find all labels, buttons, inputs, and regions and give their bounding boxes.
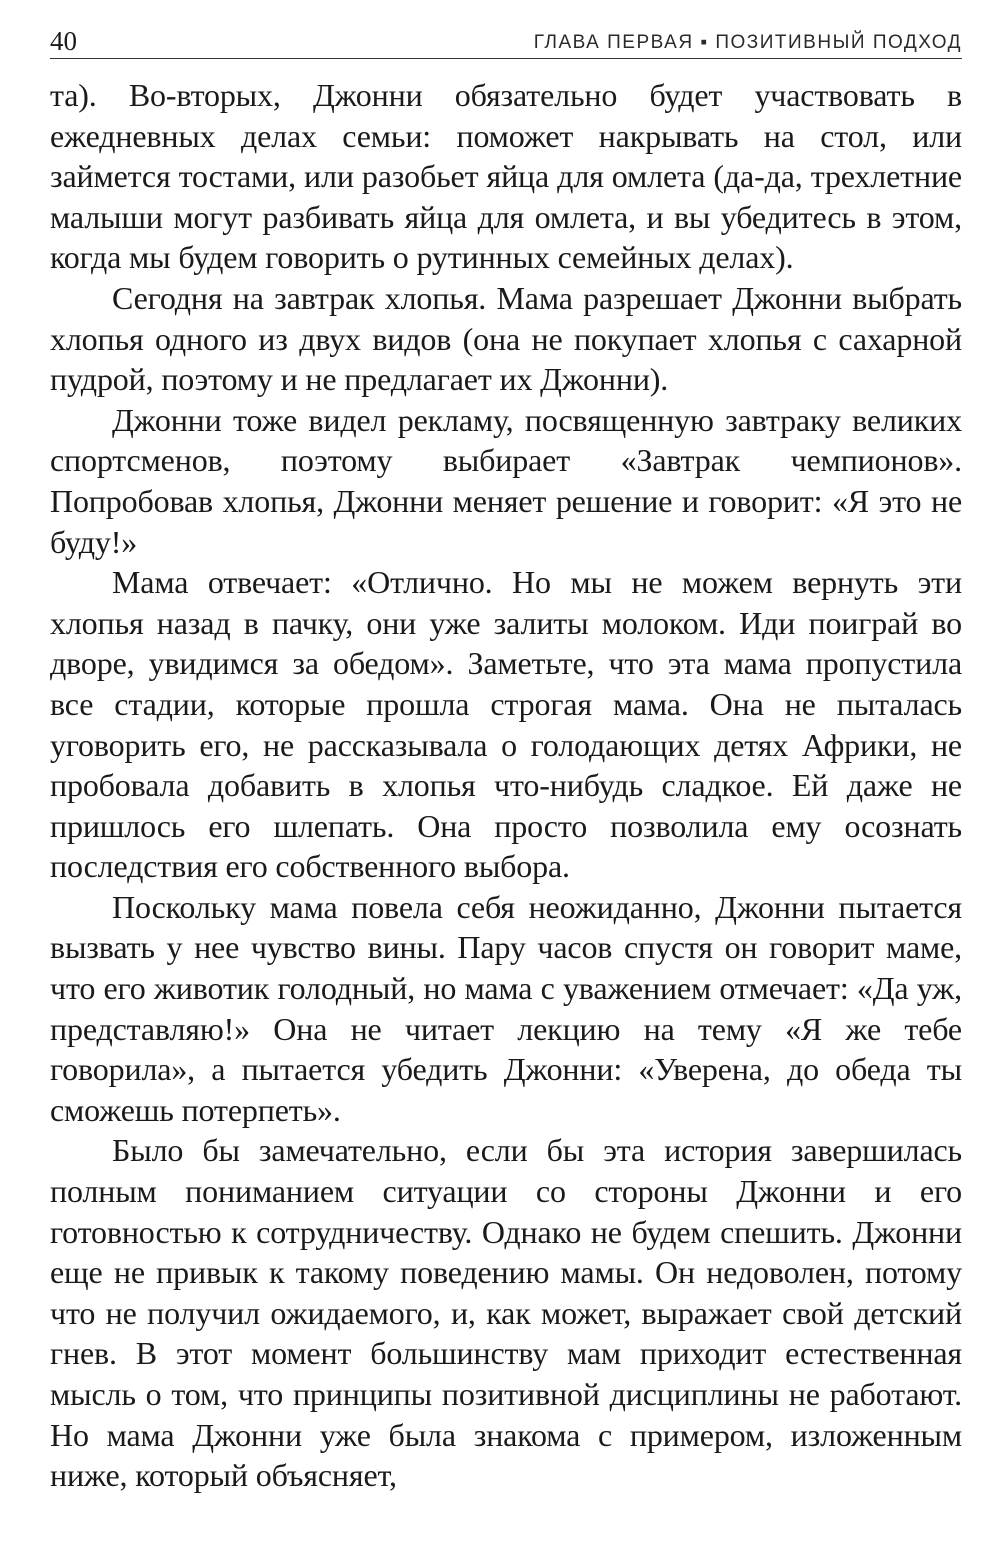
running-header (50, 22, 962, 59)
body-text (50, 75, 962, 1496)
paragraph: Джонни тоже видел рекламу, посвященную завтраку великих спортсменов, поэтому выбирает «Завтрак чемпионов». Попробовав хлопья, Джонни меняет решение и говорит: «Я это не буду!» (50, 401, 962, 560)
page-number: 40 (50, 26, 77, 56)
paragraph: Поскольку мама повела себя неожиданно, Джонни пытается вызвать у нее чувство вины. Пару часов спустя он говорит маме, что его животик голодный, но мама с уважением отмечает: «Да уж, представляю!» Она не читает лекцию на тему «Я же тебе говорила», а пытается убедить Джонни: «Уверена, до обеда ты сможешь потерпеть». (50, 888, 962, 1128)
chapter-title: ГЛАВА ПЕРВАЯ ▪ ПОЗИТИВНЫЙ ПОДХОД (533, 32, 962, 53)
paragraph: та). Во-вторых, Джонни обязательно будет участвовать в ежедневных делах семьи: поможет накрывать на стол, или займется тостами, или разобьет яйца для омлета (да-да, трехлетние малыши могут разбивать яйца для омлета, и вы убедитесь в этом, когда мы будем говорить о рутинных семейных делах). (50, 77, 962, 276)
paragraph: Сегодня на завтрак хлопья. Мама разрешает Джонни выбрать хлопья одного из двух видов (она не покупает хлопья с сахарной пудрой, поэтому и не предлагает их Джонни). (50, 279, 962, 398)
paragraph: Мама отвечает: «Отлично. Но мы не можем вернуть эти хлопья назад в пачку, они уже залиты молоком. Иди поиграй во дворе, увидимся за обедом». Заметьте, что эта мама пропустила все стадии, которые прошла строгая мама. Она не пыталась уговорить его, не рассказывала о голодающих детях Африки, не пробовала добавить в хлопья что-нибудь сладкое. Ей даже не пришлось его шлепать. Она просто позволила ему осознать последствия его собственного выбора. (50, 564, 962, 885)
book-page (50, 22, 962, 1542)
paragraph: Было бы замечательно, если бы эта история завершилась полным пониманием ситуации со стороны Джонни и его готовностью к сотрудничеству. Однако не будем спешить. Джонни еще не привык к такому поведению мамы. Он недоволен, потому что не получил ожидаемого, и, как может, выражает свой детский гнев. В этот момент большинству мам приходит естественная мысль о том, что принципы позитивной дисциплины не работают. Но мама Джонни уже была знакома с примером, изложенным ниже, который объясняет, (50, 1132, 962, 1494)
